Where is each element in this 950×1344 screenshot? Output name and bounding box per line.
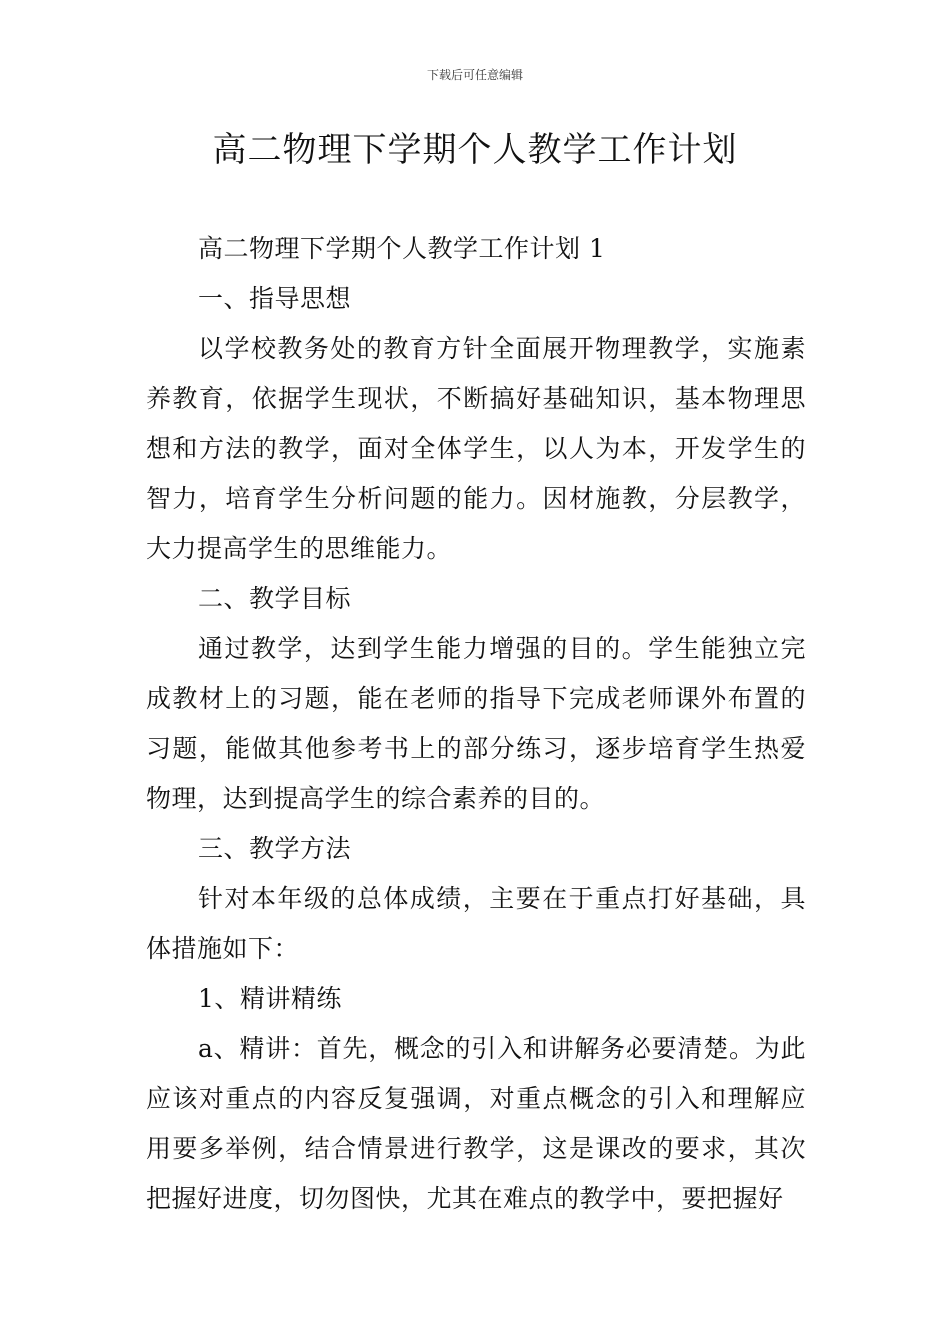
paragraph-teaching-methods: 针对本年级的总体成绩，主要在于重点打好基础，具体措施如下： xyxy=(146,884,806,963)
paragraph-guiding-thought: 以学校教务处的教育方针全面展开物理教学，实施素养教育，依据学生现状，不断搞好基础知识，基本物理思想和方法的教学，面对全体学生，以人为本，开发学生的智力，培育学生分析问题的能力。因材施教，分层教学，大力提高学生的思维能力。 xyxy=(146,334,806,563)
document-title: 高二物理下学期个人教学工作计划 xyxy=(212,130,738,170)
subheading-precise-teaching: 1、精讲精练 xyxy=(198,984,342,1013)
section-heading-teaching-goals: 二、教学目标 xyxy=(198,584,352,613)
paragraph-teaching-goals: 通过教学，达到学生能力增强的目的。学生能独立完成教材上的习题，能在老师的指导下完成老师课外布置的习题，能做其他参考书上的部分练习，逐步培育学生热爱物理，达到提高学生的综合素养的目的。 xyxy=(146,634,806,813)
paragraph-precise-teaching: a、精讲：首先，概念的引入和讲解务必要清楚。为此应该对重点的内容反复强调，对重点概念的引入和理解应用要多举例，结合情景进行教学，这是课改的要求，其次把握好进度，切勿图快，尤其在难点的教学中，要把握好 xyxy=(146,1034,806,1213)
document-body xyxy=(146,224,806,1224)
section-heading-teaching-methods: 三、教学方法 xyxy=(198,834,352,863)
header-note: 下载后可任意编辑 xyxy=(426,68,523,82)
subtitle-paragraph: 高二物理下学期个人教学工作计划 1 xyxy=(198,234,606,263)
section-heading-guiding-thought: 一、指导思想 xyxy=(198,284,352,313)
